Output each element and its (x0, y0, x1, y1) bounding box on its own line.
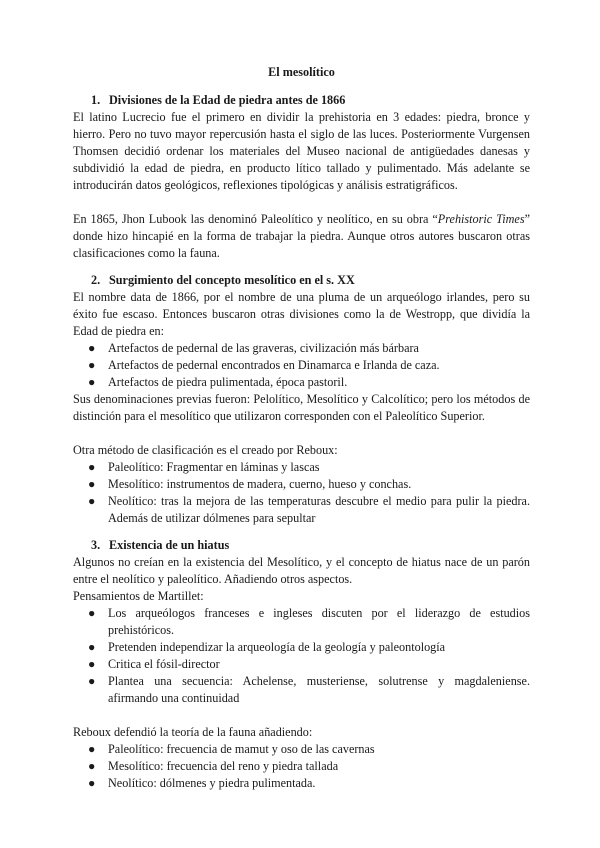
bullet-list (73, 605, 530, 707)
paragraph: El latino Lucrecio fue el primero en dividir la prehistoria en 3 edades: piedra, bronce y hierro. Pero no tuvo mayor repercusión hasta el siglo de las luces. Posteriormente Vurgensen Thomsen decidió ordenar los materiales del Museo nacional de antigüedades danesas y subdividió la edad de piedra, en producto lítico tallado y pulimentado. Más adelante se introducirán datos geológicos, reflexiones tipológicas y análisis estratigráficos. (73, 110, 530, 192)
book-title: Prehistoric Times (437, 212, 525, 226)
document-title: El mesolítico (268, 65, 335, 79)
section-heading-text: Surgimiento del concepto mesolítico en el s. XX (109, 273, 355, 287)
paragraph: En 1865, Jhon Lubook las denominó Paleolítico y neolítico, en su obra “Prehistoric Times” donde hizo hincapié en la forma de trabajar la piedra. Aunque otros autores buscaron otras clasificaciones como la fauna. (73, 212, 530, 260)
paragraph: Otra método de clasificación es el creado por Reboux: (73, 443, 338, 457)
list-item: ● Neolítico: dólmenes y piedra pulimentada. (88, 776, 316, 790)
list-item: ● Mesolítico: frecuencia del reno y piedra tallada (88, 759, 339, 773)
bullet-icon: ● (88, 341, 96, 355)
section-1-heading (73, 92, 530, 109)
bullet-icon: ● (88, 776, 96, 790)
bullet-icon: ● (88, 742, 96, 756)
list-item: ● Critica el fósil-director (88, 657, 220, 671)
section-number: 3. (91, 538, 101, 552)
list-item: ● Artefactos de pedernal de las graveras, civilización más bárbara (88, 341, 419, 355)
bullet-icon: ● (88, 759, 96, 773)
paragraph: Pensamientos de Martillet: (73, 589, 204, 603)
bullet-list (73, 459, 530, 527)
list-item: ● Paleolítico: Fragmentar en láminas y lascas (88, 460, 320, 474)
bullet-icon: ● (88, 477, 96, 491)
bullet-icon: ● (88, 657, 96, 671)
section-2-heading (73, 272, 530, 289)
paragraph: Reboux defendió la teoría de la fauna añadiendo: (73, 725, 313, 739)
bullet-icon: ● (88, 674, 96, 688)
bullet-icon: ● (88, 375, 96, 389)
list-item: ● Neolítico: tras la mejora de las temperaturas descubre el medio para pulir la piedra. Además de utilizar dólmenes para sepultar (88, 494, 530, 525)
list-item: ● Artefactos de pedernal encontrados en Dinamarca e Irlanda de caza. (88, 358, 440, 372)
section-3-heading (73, 537, 530, 554)
list-item: ● Los arqueólogos franceses e ingleses discuten por el liderazgo de estudios prehistóricos. (88, 606, 530, 637)
bullet-icon: ● (88, 460, 96, 474)
paragraph: Sus denominaciones previas fueron: Pelolítico, Mesolítico y Calcolítico; pero los métodos de distinción para el mesolítico que utilizaron corresponden con el Paleolítico Superior. (73, 392, 530, 423)
bullet-list (73, 741, 530, 792)
section-heading-text: Divisiones de la Edad de piedra antes de 1866 (109, 93, 346, 107)
section-number: 2. (91, 273, 101, 287)
bullet-icon: ● (88, 358, 96, 372)
bullet-icon: ● (88, 606, 96, 620)
paragraph: Algunos no creían en la existencia del Mesolítico, y el concepto de hiatus nace de un parón entre el neolítico y paleolítico. Añadiendo otros aspectos. (73, 555, 530, 586)
bullet-icon: ● (88, 640, 96, 654)
list-item: ● Artefactos de piedra pulimentada, época pastoril. (88, 375, 348, 389)
list-item: ● Plantea una secuencia: Achelense, musteriense, solutrense y magdaleniense. afirmando una continuidad (88, 674, 530, 705)
list-item: ● Pretenden independizar la arqueología de la geología y paleontología (88, 640, 446, 654)
paragraph: El nombre data de 1866, por el nombre de una pluma de un arqueólogo irlandes, pero su éxito fue escaso. Entonces buscaron otras divisiones como la de Westropp, que dividía la Edad de piedra en: (73, 290, 530, 338)
section-number: 1. (91, 93, 101, 107)
bullet-list (73, 340, 530, 391)
section-heading-text: Existencia de un hiatus (109, 538, 230, 552)
list-item: ● Mesolítico: instrumentos de madera, cuerno, hueso y conchas. (88, 477, 412, 491)
list-item: ● Paleolítico: frecuencia de mamut y oso de las cavernas (88, 742, 375, 756)
document-page (73, 64, 530, 792)
bullet-icon: ● (88, 494, 96, 508)
